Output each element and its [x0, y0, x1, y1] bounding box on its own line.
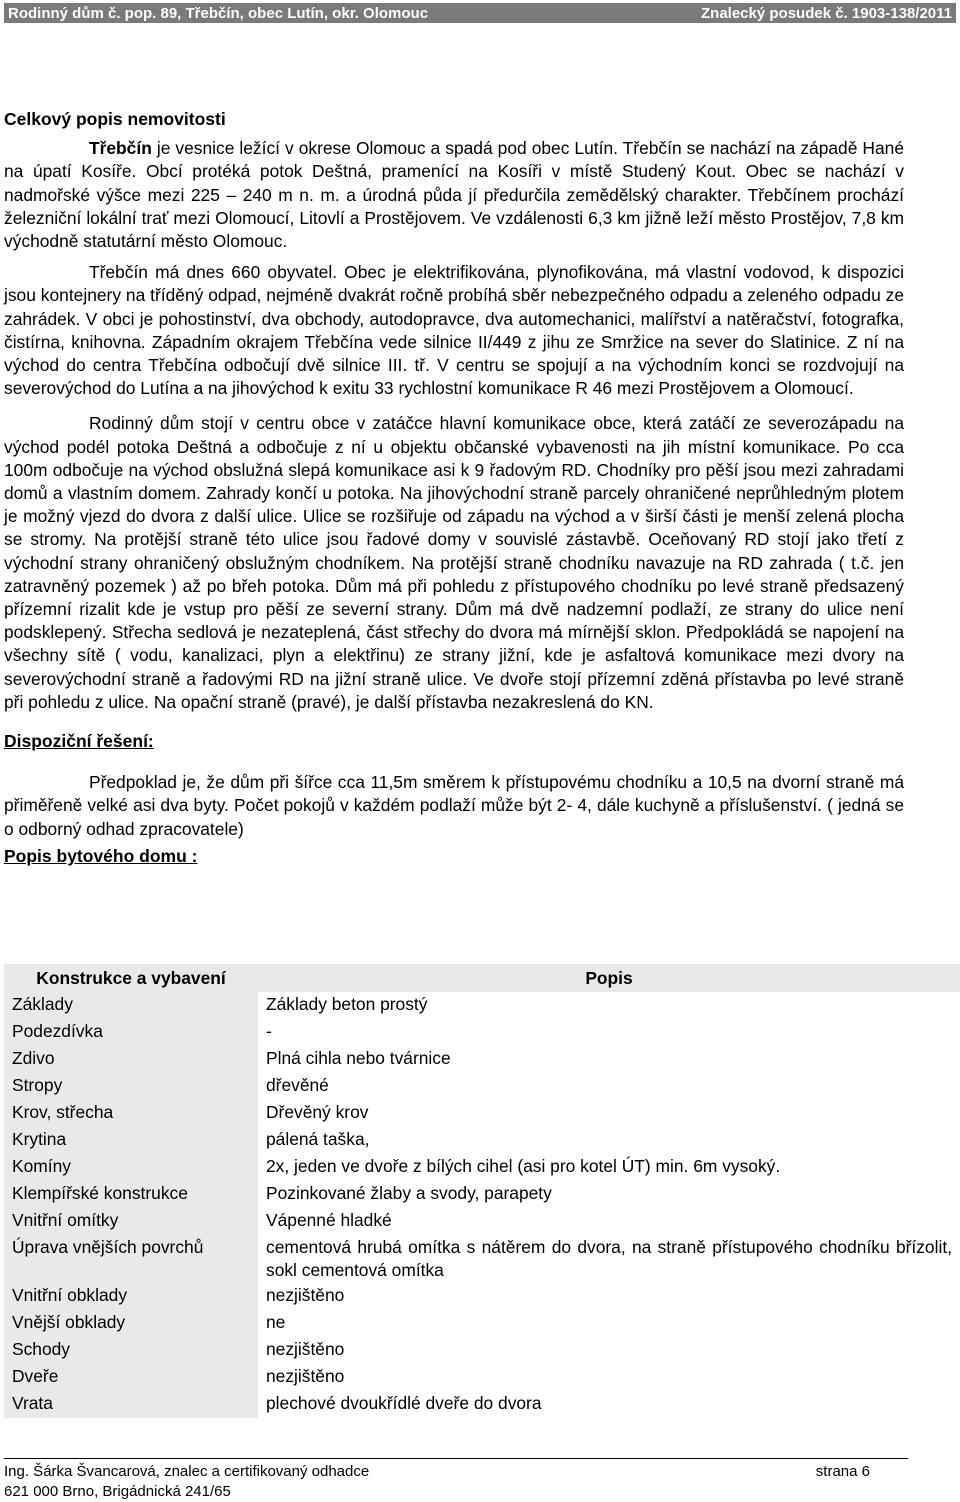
row-label: Vnější obklady [4, 1310, 258, 1337]
header-title: Rodinný dům č. pop. 89, Třebčín, obec Lutín, okr. Olomouc [8, 4, 429, 22]
row-value: 2x, jeden ve dvoře z bílých cihel (asi pro kotel ÚT) min. 6m vysoký. [266, 1156, 781, 1176]
row-value: nezjištěno [266, 1339, 345, 1359]
row-label: Vnitřní omítky [4, 1208, 258, 1235]
table-header-row [4, 964, 960, 992]
row-value: Pozinkované žlaby a svody, parapety [266, 1183, 552, 1203]
table-row [4, 992, 960, 1019]
table-row [4, 1100, 960, 1127]
row-value: - [266, 1021, 272, 1041]
row-value: Dřevěný krov [266, 1102, 369, 1122]
paragraph-intro [4, 137, 904, 253]
footer-address: 621 000 Brno, Brigádnická 241/65 [4, 1483, 231, 1500]
table-row [4, 1235, 960, 1283]
row-value: ne [266, 1312, 286, 1332]
row-label: Stropy [4, 1073, 258, 1100]
row-label: Dveře [4, 1364, 258, 1391]
row-value: dřevěné [266, 1075, 329, 1095]
table-row [4, 1127, 960, 1154]
table-row [4, 1019, 960, 1046]
row-label: Vrata [4, 1391, 258, 1418]
paragraph-intro-bold: Třebčín [89, 138, 152, 159]
paragraph-location: Rodinný dům stojí v centru obce v zatáčce hlavní komunikace obce, která zatáčí ze severozápadu na východ podél potoka Deštná a odbočuje z ní u objektu občanské vybavenosti na jih místní komunikace. Po cca 100m odbočuje na východ obslužná slepá komunikace asi k 9 řadovým RD. Chodníky pro pěší jsou mezi zahradami domů a vlastním domem. Zahrady končí u potoka. Na jihovýchodní straně parcely ohraničené neprůhledným plotem je možný vjezd do dvora z další ulice. Ulice se rozšiřuje od západu na východ a v širší části je menší zelená plocha se stromy. Na protější straně této ulice jsou řadové domy v souvislé zástavbě. Oceňovaný RD stojí jako třetí z východní strany ohraničený obslužným chodníkem. Na protější straně chodníku navazuje na RD zahrada ( t.č. jen zatravněný pozemek ) až po břeh potoka. Dům má při pohledu z přístupového chodníku po levé straně předsazený přízemní rizalit kde je vstup pro pěší ze severní strany. Dům má dvě nadzemní podlaží, ze strany do ulice není podsklepený. Střecha sedlová je nezateplená, část střechy do dvora má mírnější sklon. Předpokládá se napojení na všechny sítě ( vodu, kanalizaci, plyn a elektřinu) ze strany jižní, kde je asfaltová komunikace mezi dvory na severovýchodní straně a řadovými RD na jižní straně ulice. Ve dvoře stojí přízemní zděná přístavba po levé straně při pohledu z ulice. Na opační straně (pravé), je další přístavba nezakreslená do KN. [4, 413, 904, 712]
table-header-construction: Konstrukce a vybavení [4, 964, 258, 992]
paragraph-population: Třebčín má dnes 660 obyvatel. Obec je elektrifikována, plynofikována, má vlastní vodovod, k dispozici jsou kontejnery na tříděný odpad, nejméně dvakrát ročně probíhá sběr nebezpečného odpadu a zeleného odpadu ze zahrádek. V obci je pohostinství, dva obchody, autodopravce, dva automechanici, malířství a natěračství, fotografka, čistírna, knihovna. Západním okrajem Třebčína vede silnice II/449 z jihu ze Smržice na sever do Slatinice. Z ní na východ do centra Třebčína odbočují dvě silnice III. tř. V centru se spojují a na východním konci se rozdvojují na severovýchod do Lutína a na jihovýchod k exitu 33 rychlostní komunikace R 46 mezi Prostějovem a Olomoucí. [4, 262, 904, 399]
header-report-number: Znalecký posudek č. 1903-138/2011 [701, 4, 952, 22]
row-label: Klempířské konstrukce [4, 1181, 258, 1208]
document-header [4, 3, 956, 23]
row-label: Krytina [4, 1127, 258, 1154]
row-value: cementová hrubá omítka s nátěrem do dvora, na straně přístupového chodníku břízolit, sokl cementová omítka [266, 1237, 952, 1280]
document-body [4, 108, 904, 874]
section-title-overview: Celkový popis nemovitosti [4, 109, 226, 129]
paragraph-layout: Předpoklad je, že dům při šířce cca 11,5m směrem k přístupovému chodníku a 10,5 na dvorní straně má přiměřeně velké asi dva byty. Počet pokojů v každém podlaží může být 2- 4, dále kuchyně a příslušenství. ( jedná se o odborný odhad zpracovatele) [4, 772, 904, 839]
row-label: Úprava vnějších povrchů [4, 1235, 258, 1283]
row-value: Vápenné hladké [266, 1210, 392, 1230]
row-value: Základy beton prostý [266, 994, 428, 1014]
row-value: pálená taška, [266, 1129, 370, 1149]
row-label: Podezdívka [4, 1019, 258, 1046]
table-row [4, 1046, 960, 1073]
table-row [4, 1283, 960, 1310]
table-row [4, 1337, 960, 1364]
row-label: Komíny [4, 1154, 258, 1181]
table-row [4, 1391, 960, 1418]
page-number: strana 6 [815, 1463, 870, 1480]
section-title-layout: Dispoziční řešení: [4, 731, 154, 752]
row-value: nezjištěno [266, 1285, 345, 1305]
row-value: plechové dvoukřídlé dveře do dvora [266, 1393, 542, 1413]
row-label: Základy [4, 992, 258, 1019]
section-title-building: Popis bytového domu : [4, 845, 198, 866]
table-row [4, 1208, 960, 1235]
row-label: Krov, střecha [4, 1100, 258, 1127]
table-row [4, 1310, 960, 1337]
table-row [4, 1073, 960, 1100]
table-row [4, 1154, 960, 1181]
construction-table [4, 964, 960, 1418]
document-footer [4, 1458, 908, 1502]
row-label: Zdivo [4, 1046, 258, 1073]
row-value: nezjištěno [266, 1366, 345, 1386]
footer-author: Ing. Šárka Švancarová, znalec a certifikovaný odhadce [4, 1463, 370, 1480]
paragraph-intro-text: je vesnice ležící v okrese Olomouc a spadá pod obec Lutín. Třebčín se nachází na západě Hané na úpatí Kosíře. Obcí protéká potok Deštná, pramenící na Kosíři v místě Studený Kout. Obec se nachází v nadmořské výšce mezi 225 – 240 m n. m. a úrodná půda jí předurčila zemědělský charakter. Třebčínem prochází železniční lokální trať mezi Olomoucí, Litovlí a Prostějovem. Ve vzdálenosti 6,3 km jižně leží město Prostějov, 7,8 km východně statutární město Olomouc. [4, 138, 904, 252]
row-label: Vnitřní obklady [4, 1283, 258, 1310]
row-label: Schody [4, 1337, 258, 1364]
table-row [4, 1181, 960, 1208]
table-row [4, 1364, 960, 1391]
row-value: Plná cihla nebo tvárnice [266, 1048, 451, 1068]
table-header-description: Popis [258, 964, 960, 992]
